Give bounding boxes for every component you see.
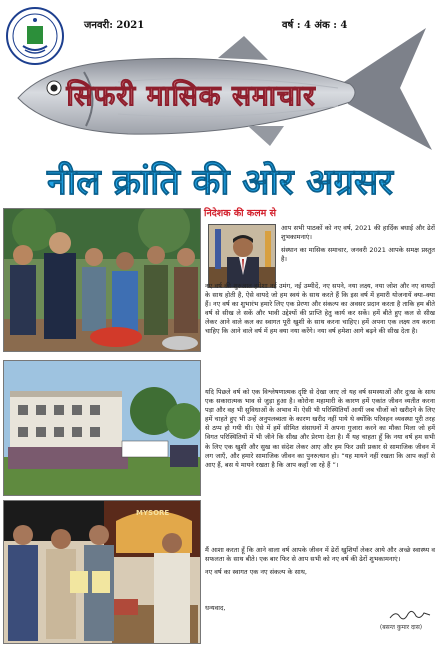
message-new-year-paragraph: नए वर्ष की शुरुआत हमेशा नई उमंग, नई उम्मीदें, नए सपने, नया लक्ष्य, नया जोश और नए वायदों के साथ होती है, ऐसे वायदे जो हम स्वयं के साथ करते हैं कि इस वर्ष में हमारी योजनायें क्या–क्या हैं। नए वर्ष का शुभारंभ हमारे लिए एक प्रेरणा और संकल्प का अवसर प्रदान करता है ताकि हम बीते वर्ष से सीख ले सकें और भावी उद्देश्यों की प्राप्ति हेतु कार्य कर सकें। हमें बीते हुए कल से सीख लेकर आने वाले कल का स्वागत पूरी खुशी के साथ करना चाहिए। हमें अपना एक लक्ष्य तय करना चाहिए कि आने वाले वर्ष में हम क्या नया करेंगे। नया वर्ष हमेशा आगे बढ़ने की सीख देता है।: [205, 282, 435, 336]
banner-headline: नील क्रांति की ओर अग्रसर: [46, 162, 394, 203]
director-portrait: [208, 224, 276, 288]
director-signature: [388, 608, 432, 622]
cifri-logo: [5, 6, 65, 66]
banner: [0, 160, 440, 206]
newsletter-title: सिफरी मासिक समाचार: [66, 79, 316, 112]
masthead: [0, 0, 440, 160]
message-greeting: आप सभी पाठकों को नए वर्ष, 2021 की हार्दिक बधाई और ढेरों शुभकामनाएं।: [281, 224, 435, 242]
director-name: (बसन्त कुमार दास): [379, 624, 423, 631]
photo-publication-release: [3, 500, 201, 644]
release-banner-caption: MYSORE: [136, 509, 170, 517]
director-message-heading: निदेशक की कलम से: [204, 208, 277, 219]
issue-date: जनवरी: 2021: [84, 20, 145, 31]
issue-volume: वर्ष : 4 अंक : 4: [282, 20, 348, 31]
photo-institute-campus: [3, 360, 201, 496]
message-closing: धन्यवाद,: [205, 604, 226, 612]
message-resolution-line: नए वर्ष का स्वागत एक नए संकल्प के साथ,: [205, 568, 307, 576]
message-pandemic-paragraph: यदि पिछले वर्ष को एक विश्लेषणात्मक दृष्टि से देखा जाए तो यह वर्ष समस्याओं और दुःख के साथ एक सकारात्मक भाव से जुड़ा हुआ है। कोरोना महामारी के कारण हमें एकांत जीवन व्यतीत करना पड़ा और वह भी सुविधाओं के अभाव में। ऐसी भी परिस्थितियाँ आयीं जब चीजों को खरीदने के लिए हमें चाहते हुए भी उन्हें अनुपलब्धता के कारण खरीद नहीं पाये थे क्योंकि परिवहन व्यवस्था पूरी तरह से ठप्प हो गयी थी। ऐसे में हमें सीमित संसाधनों में अपना गुजारा करने का मौका मिला जो हमें विगत परिस्थितियों में भी जीने कि सीख और प्रेरणा देता है। मैं यह चाहता हूँ कि नया वर्ष हम सभी के लिए एक खुशी और सुख का संदेश लेकर आए और हम फिर उसी प्रकार से सामाजिक जीवन में लग जाएँ, और हमारे सामाजिक जीवन का पुनरुत्थान हो। “यह मायने नहीं रखता कि आप कहाँ से आए हैं, बस ये मायने रखता है कि आप कहाँ जा रहे हैं ”।: [205, 388, 435, 469]
message-wishes-paragraph: मैं आशा करता हूँ कि आने वाला वर्ष आपके जीवन में ढेरों खुशियाँ लेकर आये और अच्छे स्वास्थ्य व सफलता के साथ बीते। एक बार फिर से आप सभी को नए वर्ष की ढेरों शुभकामनाएं।: [205, 546, 435, 564]
message-intro: संस्थान का मासिक समाचार, जनवरी 2021 आपके समक्ष प्रस्तुत है।: [281, 246, 435, 264]
photo-fish-stocking-event: [3, 208, 201, 352]
